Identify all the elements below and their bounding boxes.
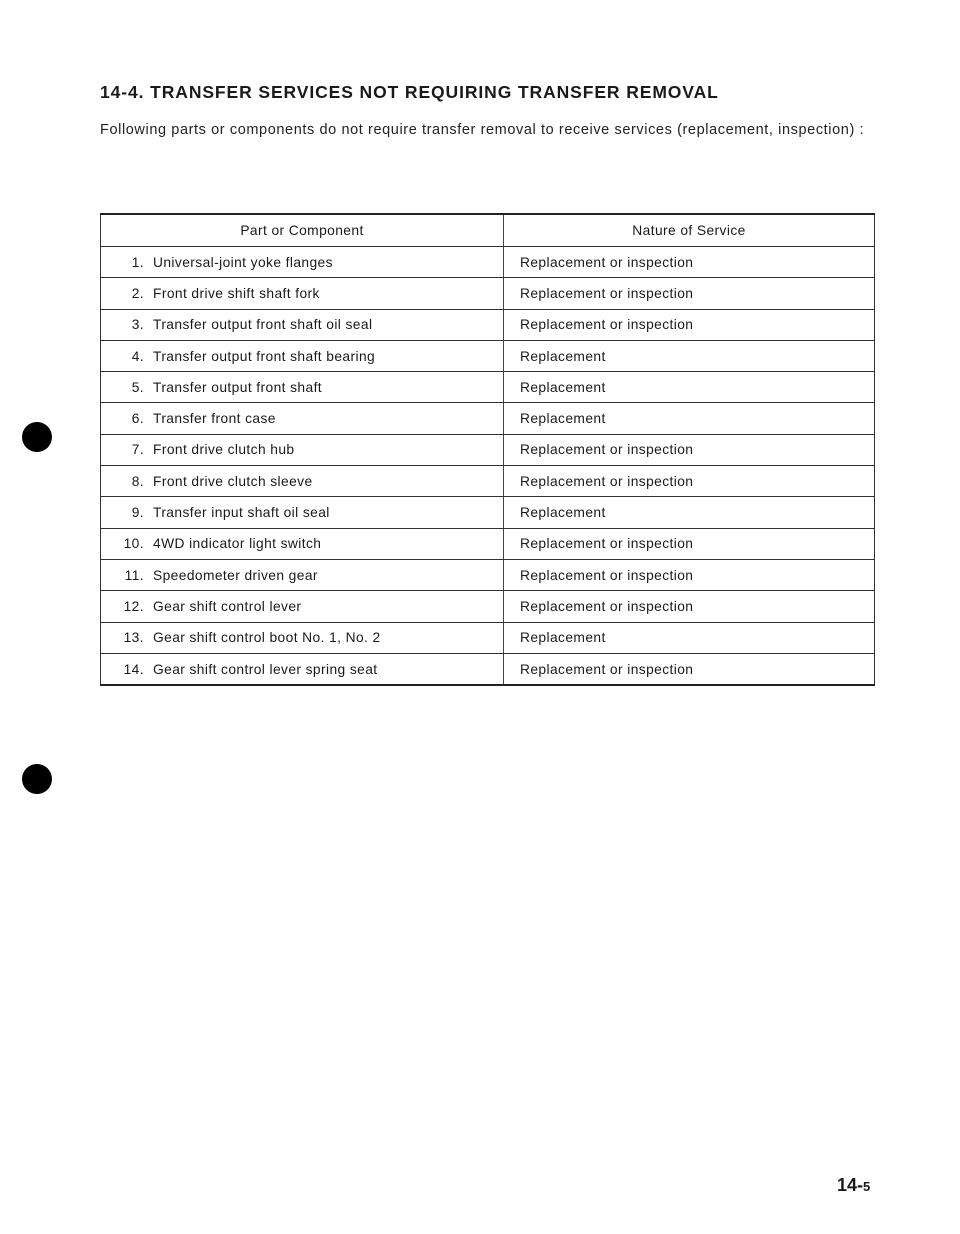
part-name: Front drive shift shaft fork bbox=[153, 285, 320, 301]
service-cell: Replacement or inspection bbox=[504, 434, 875, 465]
service-cell: Replacement or inspection bbox=[504, 309, 875, 340]
part-cell bbox=[101, 497, 504, 528]
row-number: 8. bbox=[131, 473, 144, 489]
table-row bbox=[101, 372, 875, 403]
part-name: 4WD indicator light switch bbox=[153, 536, 322, 552]
table-row bbox=[101, 403, 875, 434]
part-cell bbox=[101, 559, 504, 590]
table-row bbox=[101, 434, 875, 465]
row-number: 4. bbox=[131, 348, 144, 364]
table-row bbox=[101, 622, 875, 653]
row-number: 13. bbox=[123, 630, 144, 646]
part-name: Gear shift control lever spring seat bbox=[153, 661, 378, 677]
part-name: Speedometer driven gear bbox=[153, 567, 318, 583]
service-cell: Replacement or inspection bbox=[504, 528, 875, 559]
table-header-row bbox=[101, 214, 875, 247]
part-cell bbox=[101, 247, 504, 278]
table-row bbox=[101, 528, 875, 559]
table-row bbox=[101, 247, 875, 278]
part-name: Transfer output front shaft bbox=[153, 379, 323, 395]
page-number-main: 14- bbox=[837, 1175, 864, 1195]
part-name: Universal-joint yoke flanges bbox=[153, 254, 333, 270]
part-cell bbox=[101, 528, 504, 559]
table-row bbox=[101, 497, 875, 528]
table-row bbox=[101, 466, 875, 497]
column-header-service: Nature of Service bbox=[504, 214, 875, 247]
section-heading: 14-4. TRANSFER SERVICES NOT REQUIRING TRANSFER REMOVAL bbox=[100, 82, 719, 102]
intro-paragraph: Following parts or components do not require transfer removal to receive services (replacement, inspection) : bbox=[100, 122, 865, 138]
row-number: 3. bbox=[131, 317, 144, 333]
service-cell: Replacement or inspection bbox=[504, 247, 875, 278]
row-number: 9. bbox=[131, 505, 144, 521]
services-table bbox=[100, 213, 875, 686]
part-cell bbox=[101, 278, 504, 309]
table-row bbox=[101, 653, 875, 685]
service-cell: Replacement bbox=[504, 497, 875, 528]
row-number: 1. bbox=[131, 254, 144, 270]
part-name: Transfer front case bbox=[153, 411, 276, 427]
row-number: 10. bbox=[123, 536, 144, 552]
service-cell: Replacement bbox=[504, 340, 875, 371]
service-cell: Replacement or inspection bbox=[504, 591, 875, 622]
part-name: Front drive clutch hub bbox=[153, 442, 295, 458]
row-number: 11. bbox=[124, 567, 144, 583]
row-number: 5. bbox=[131, 379, 144, 395]
page-number-sub: 5 bbox=[863, 1179, 871, 1194]
row-number: 2. bbox=[131, 285, 144, 301]
part-cell bbox=[101, 372, 504, 403]
row-number: 7. bbox=[131, 442, 144, 458]
part-cell bbox=[101, 309, 504, 340]
binder-hole-lower bbox=[22, 764, 52, 794]
part-cell bbox=[101, 340, 504, 371]
service-cell: Replacement or inspection bbox=[504, 466, 875, 497]
table-row bbox=[101, 591, 875, 622]
service-cell: Replacement bbox=[504, 622, 875, 653]
table-row bbox=[101, 559, 875, 590]
row-number: 12. bbox=[123, 598, 144, 614]
service-cell: Replacement bbox=[504, 403, 875, 434]
part-name: Gear shift control lever bbox=[153, 598, 302, 614]
part-cell bbox=[101, 653, 504, 685]
part-name: Gear shift control boot No. 1, No. 2 bbox=[153, 630, 381, 646]
page-number bbox=[837, 1175, 870, 1196]
binder-hole-upper bbox=[22, 422, 52, 452]
part-name: Transfer output front shaft oil seal bbox=[153, 317, 373, 333]
column-header-part: Part or Component bbox=[101, 214, 504, 247]
table-row bbox=[101, 278, 875, 309]
part-cell bbox=[101, 466, 504, 497]
part-cell bbox=[101, 403, 504, 434]
part-cell bbox=[101, 591, 504, 622]
table-row bbox=[101, 340, 875, 371]
part-name: Transfer input shaft oil seal bbox=[153, 505, 330, 521]
service-cell: Replacement or inspection bbox=[504, 559, 875, 590]
part-name: Transfer output front shaft bearing bbox=[153, 348, 376, 364]
table-row bbox=[101, 309, 875, 340]
service-cell: Replacement or inspection bbox=[520, 661, 694, 677]
service-cell: Replacement bbox=[504, 372, 875, 403]
service-cell: Replacement or inspection bbox=[504, 278, 875, 309]
row-number: 6. bbox=[131, 411, 144, 427]
part-name: Front drive clutch sleeve bbox=[153, 473, 313, 489]
row-number: 14. bbox=[123, 661, 144, 677]
part-cell bbox=[101, 622, 504, 653]
part-cell bbox=[101, 434, 504, 465]
